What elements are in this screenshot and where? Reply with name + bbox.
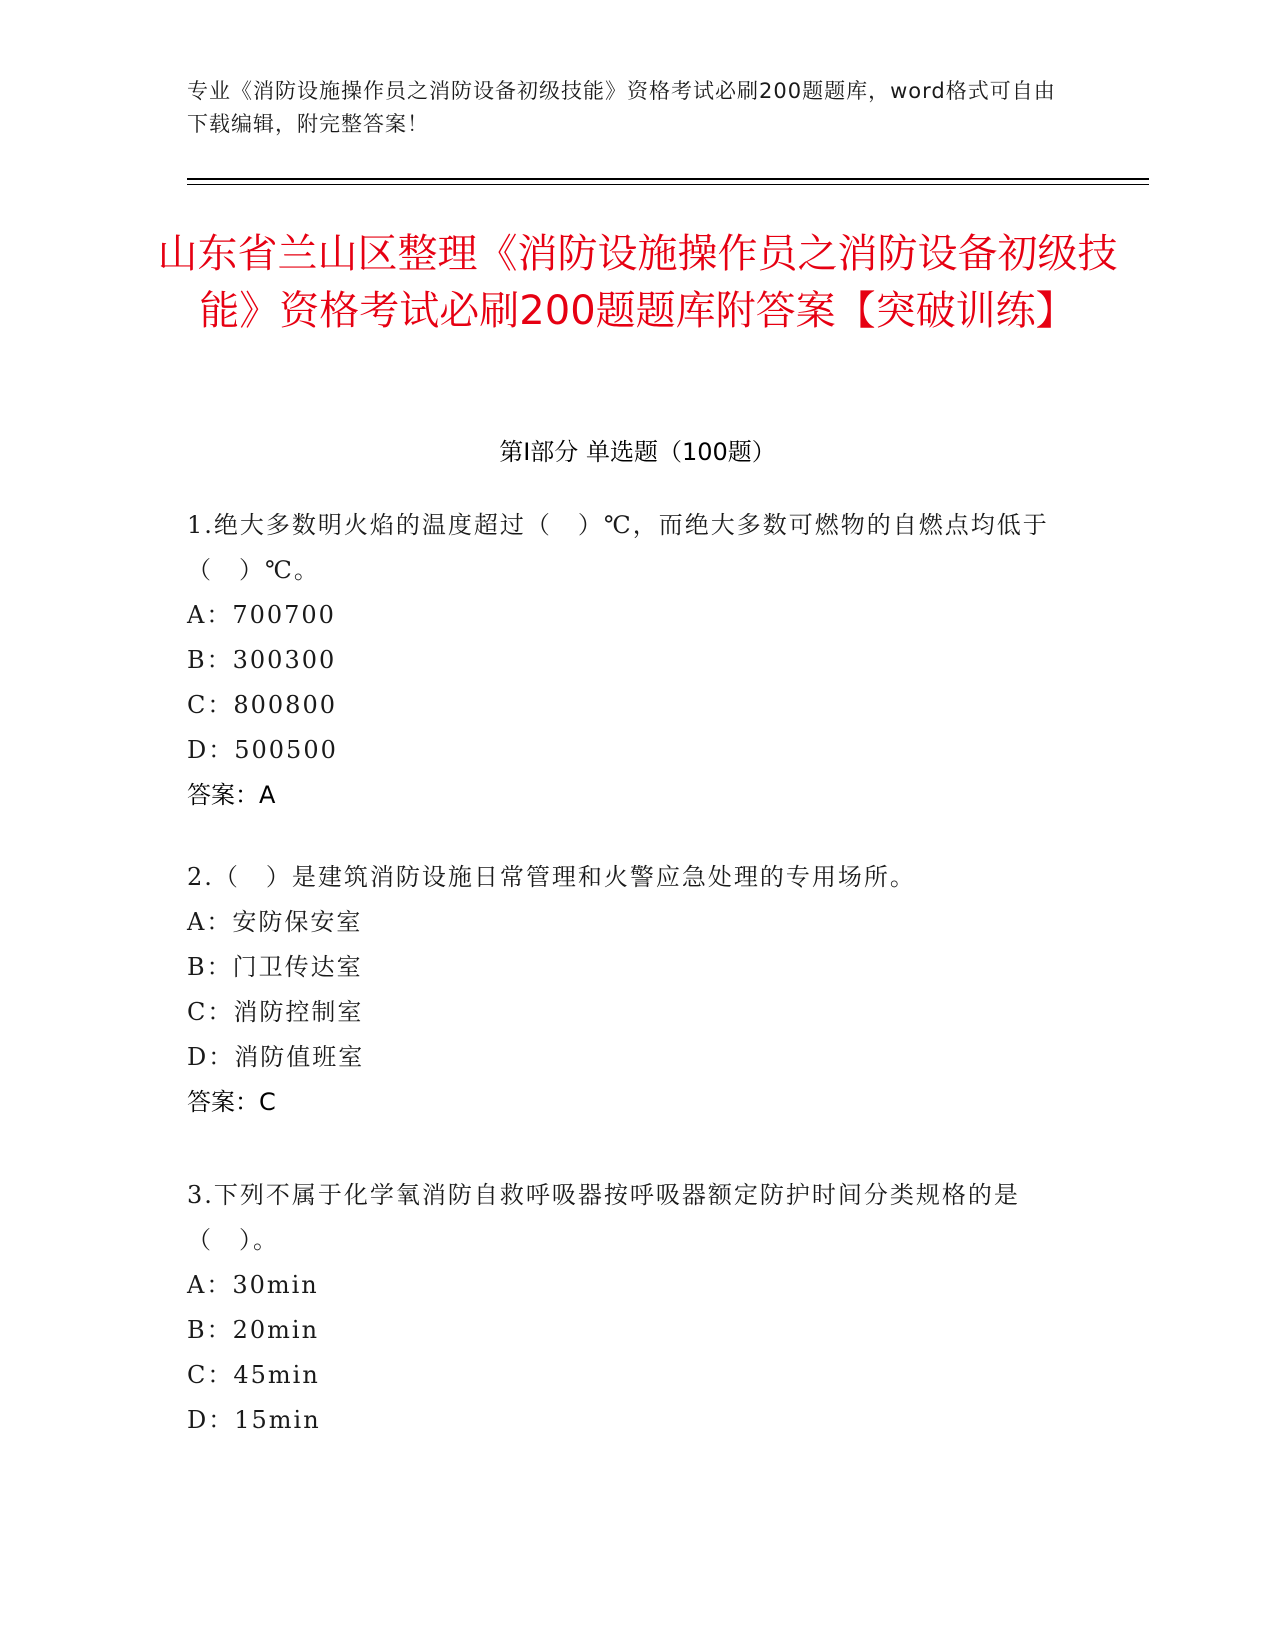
question-2	[187, 855, 1067, 1125]
header-divider-thick	[187, 178, 1149, 180]
option-b: B：300300	[187, 646, 337, 674]
answer-line: 答案：C	[187, 1088, 276, 1116]
section-heading: 第I部分 单选题（100题）	[499, 438, 776, 466]
answer-line: 答案：A	[187, 781, 276, 809]
option-c: C：消防控制室	[187, 998, 364, 1026]
question-3	[187, 1173, 1067, 1443]
page-title: 山东省兰山区整理《消防设施操作员之消防设备初级技能》资格考试必刷200题题库附答案【突破训练】	[157, 231, 1118, 334]
question-stem: 3.下列不属于化学氧消防自救呼吸器按呼吸器额定防护时间分类规格的是（ ）。	[187, 1181, 1020, 1254]
header-note: 专业《消防设施操作员之消防设备初级技能》资格考试必刷200题题库，word格式可自由下载编辑，附完整答案！	[187, 79, 1056, 136]
question-1	[187, 503, 1067, 818]
option-c: C：45min	[187, 1361, 320, 1389]
option-a: A：安防保安室	[187, 908, 363, 936]
option-d: D：500500	[187, 736, 338, 764]
option-a: A：30min	[187, 1271, 319, 1299]
option-a: A：700700	[187, 601, 336, 629]
option-d: D：15min	[187, 1406, 321, 1434]
option-c: C：800800	[187, 691, 337, 719]
option-d: D：消防值班室	[187, 1043, 365, 1071]
question-stem: 2.（ ）是建筑消防设施日常管理和火警应急处理的专用场所。	[187, 863, 916, 891]
question-stem: 1.绝大多数明火焰的温度超过（ ）℃，而绝大多数可燃物的自燃点均低于（ ）℃。	[187, 511, 1049, 584]
option-b: B：门卫传达室	[187, 953, 363, 981]
option-b: B：20min	[187, 1316, 320, 1344]
header-divider-thin	[187, 184, 1149, 185]
